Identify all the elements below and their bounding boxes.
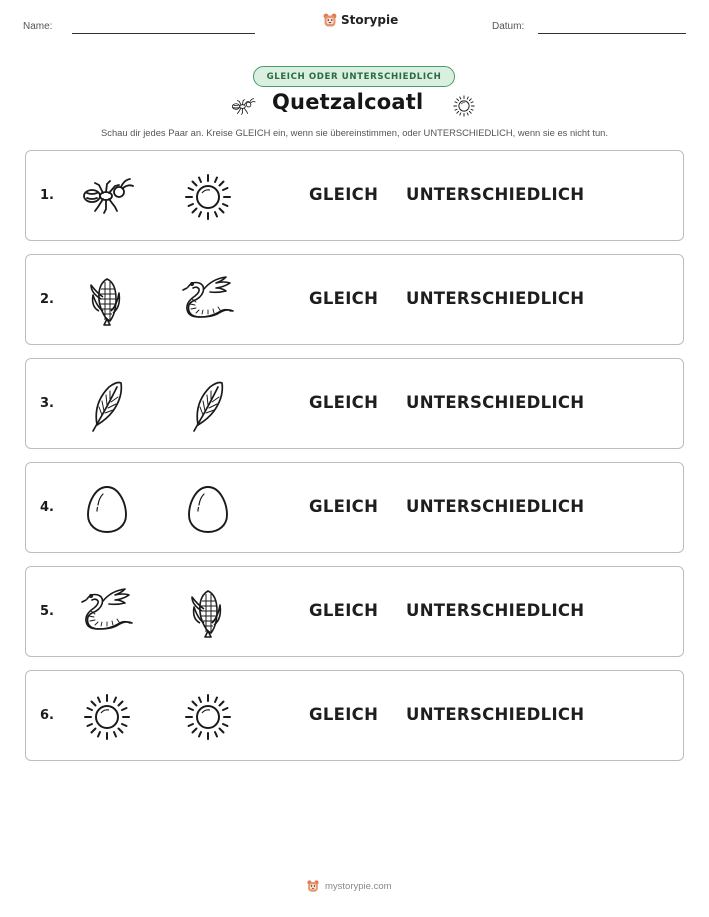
- option-different[interactable]: UNTERSCHIEDLICH: [406, 289, 585, 308]
- corn-icon: [79, 273, 135, 329]
- option-same[interactable]: GLEICH: [309, 393, 379, 412]
- exercise-row-5: [25, 566, 684, 657]
- exercise-row-2: [25, 254, 684, 345]
- option-same[interactable]: GLEICH: [309, 185, 379, 204]
- ant-icon: [79, 169, 135, 225]
- row-number: 4.: [40, 500, 54, 515]
- instructions: Schau dir jedes Paar an. Kreise GLEICH ein, wenn sie übereinstimmen, oder UNTERSCHIEDLICH, wenn sie es nicht tun.: [101, 127, 608, 138]
- name-label: Name:: [23, 21, 53, 32]
- ant-icon: [230, 94, 256, 120]
- option-same[interactable]: GLEICH: [309, 289, 379, 308]
- option-same[interactable]: GLEICH: [309, 601, 379, 620]
- row-number: 1.: [40, 188, 54, 203]
- brand-name: Storypie: [341, 13, 399, 27]
- exercise-row-1: [25, 150, 684, 241]
- sun-icon: [451, 93, 477, 119]
- footer-url[interactable]: mystorypie.com: [325, 880, 392, 892]
- option-different[interactable]: UNTERSCHIEDLICH: [406, 705, 585, 724]
- exercise-row-4: [25, 462, 684, 553]
- row-number: 3.: [40, 396, 54, 411]
- page-title: Quetzalcoatl: [272, 90, 424, 114]
- option-same[interactable]: GLEICH: [309, 705, 379, 724]
- brand-logo: [322, 12, 398, 28]
- egg-icon: [180, 481, 236, 537]
- egg-icon: [79, 481, 135, 537]
- name-line[interactable]: [72, 33, 255, 34]
- exercise-row-6: [25, 670, 684, 761]
- title-row: [0, 90, 709, 122]
- feather-icon: [180, 377, 236, 433]
- option-different[interactable]: UNTERSCHIEDLICH: [406, 497, 585, 516]
- row-number: 5.: [40, 604, 54, 619]
- row-number: 2.: [40, 292, 54, 307]
- feathered-serpent-icon: [79, 585, 135, 641]
- exercise-row-3: [25, 358, 684, 449]
- date-label: Datum:: [492, 21, 525, 32]
- option-different[interactable]: UNTERSCHIEDLICH: [406, 601, 585, 620]
- option-different[interactable]: UNTERSCHIEDLICH: [406, 185, 585, 204]
- option-different[interactable]: UNTERSCHIEDLICH: [406, 393, 585, 412]
- sun-icon: [180, 689, 236, 745]
- worksheet-type-badge: GLEICH ODER UNTERSCHIEDLICH: [253, 66, 455, 87]
- feather-icon: [79, 377, 135, 433]
- sun-icon: [180, 169, 236, 225]
- corn-icon: [180, 585, 236, 641]
- storypie-bear-logo-icon: [322, 12, 338, 28]
- footer: [306, 879, 392, 893]
- option-same[interactable]: GLEICH: [309, 497, 379, 516]
- feathered-serpent-icon: [180, 273, 236, 329]
- storypie-bear-logo-icon: [306, 879, 320, 893]
- date-line[interactable]: [538, 33, 686, 34]
- sun-icon: [79, 689, 135, 745]
- row-number: 6.: [40, 708, 54, 723]
